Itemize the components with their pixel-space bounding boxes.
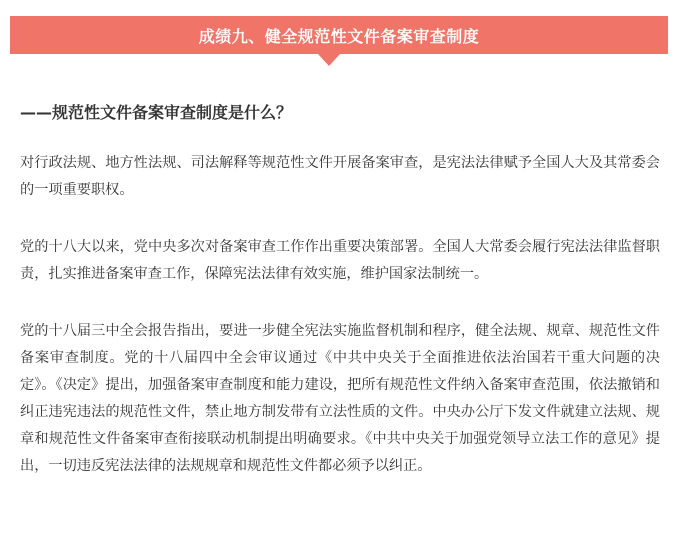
paragraph-2: 党的十八大以来，党中央多次对备案审查工作作出重要决策部署。全国人大常委会履行宪法法律监督职责，扎实推进备案审查工作，保障宪法法律有效实施，维护国家法制统一。 [20,239,660,282]
paragraph-3: 党的十八届三中全会报告指出，要进一步健全宪法实施监督机制和程序，健全法规、规章、规范性文件备案审查制度。党的十八届四中全会审议通过《中共中央关于全面推进依法治国若干重大问题的决定》。《决定》提出，加强备案审查制度和能力建设，把所有规范性文件纳入备案审查范围，依法撤销和纠正违宪违法的规范性文件，禁止地方制发带有立法性质的文件。中央办公厅下发文件就建立法规、规章和规范性文件备案审查衔接联动机制提出明确要求。《中共中央关于加强党领导立法工作的意见》提出，一切违反宪法法律的法规规章和规范性文件都必须予以纠正。 [20,323,660,474]
question-heading: ——规范性文件备案审查制度是什么？ [20,103,293,122]
section-title: 成绩九、健全规范性文件备案审查制度 [198,26,480,46]
paragraph-1: 对行政法规、地方性法规、司法解释等规范性文件开展备案审查，是宪法法律赋予全国人大及其常委会的一项重要职权。 [20,155,660,198]
section-banner [10,16,668,54]
banner-pointer-arrow [318,54,340,66]
